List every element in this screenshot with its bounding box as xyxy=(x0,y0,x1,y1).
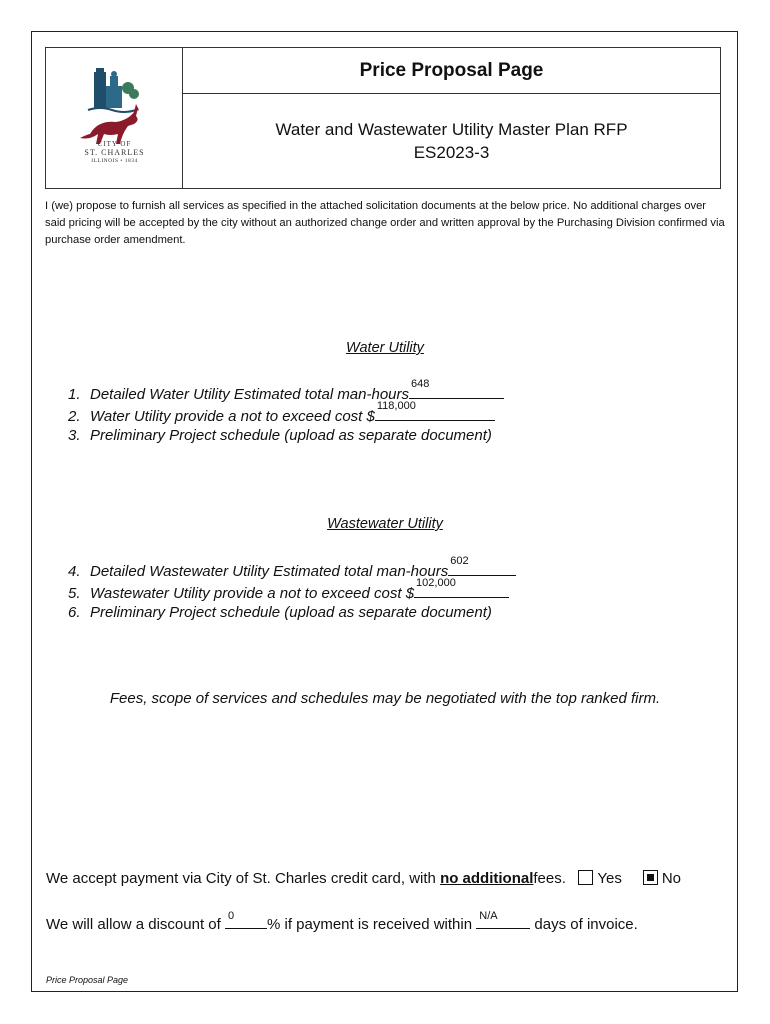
discount-middle: % if payment is received within xyxy=(266,916,473,933)
discount-percent-value: 0 xyxy=(227,910,235,922)
no-label: No xyxy=(661,870,682,887)
logo-cell xyxy=(46,48,183,188)
logo-city-name: ST. CHARLES xyxy=(84,148,145,157)
wastewater-cost-field[interactable] xyxy=(414,577,509,598)
no-checkbox[interactable] xyxy=(643,870,658,885)
yes-label: Yes xyxy=(597,870,622,887)
item-number: 3. xyxy=(68,427,81,444)
list-item xyxy=(68,400,495,425)
rfp-title: Water and Wastewater Utility Master Plan RFP xyxy=(275,120,628,139)
payment-line xyxy=(46,870,681,887)
logo-city-of: CITY OF xyxy=(97,140,132,148)
yes-checkbox[interactable] xyxy=(578,870,593,885)
wastewater-cost-value: 102,000 xyxy=(416,577,456,589)
item-number: 1. xyxy=(68,386,81,403)
item-text: Preliminary Project schedule (upload as separate document) xyxy=(90,427,492,444)
wastewater-utility-heading: Wastewater Utility xyxy=(327,516,443,532)
discount-suffix: days of invoice. xyxy=(534,916,638,933)
header-table xyxy=(45,47,721,189)
item-number: 2. xyxy=(68,408,81,425)
item-text: Preliminary Project schedule (upload as separate document) xyxy=(90,604,492,621)
discount-line xyxy=(46,910,638,933)
wastewater-man-hours-value: 602 xyxy=(450,555,469,567)
title-row xyxy=(183,48,720,94)
rfp-number: ES2023-3 xyxy=(413,143,490,162)
discount-days-value: N/A xyxy=(479,910,498,922)
item-number: 6. xyxy=(68,604,81,621)
discount-percent-field[interactable] xyxy=(225,910,267,929)
list-item xyxy=(68,604,492,621)
item-number: 5. xyxy=(68,585,81,602)
subtitle-row xyxy=(183,94,720,188)
water-cost-field[interactable] xyxy=(375,400,495,421)
list-item xyxy=(68,577,509,602)
water-man-hours-value: 648 xyxy=(411,378,430,390)
list-item xyxy=(68,378,504,403)
item-text: Detailed Wastewater Utility Estimated total man-hours xyxy=(90,563,449,580)
list-item xyxy=(68,427,492,444)
logo-state-year: ILLINOIS • 1834 xyxy=(91,158,138,164)
item-text: Water Utility provide a not to exceed cost $ xyxy=(90,408,375,425)
item-text: Wastewater Utility provide a not to exceed cost $ xyxy=(90,585,415,602)
page-title: Price Proposal Page xyxy=(359,59,544,81)
discount-days-field[interactable] xyxy=(476,910,530,929)
payment-emphasis: no additional xyxy=(440,870,534,887)
fees-note: Fees, scope of services and schedules may be negotiated with the top ranked firm. xyxy=(109,690,661,707)
footer-label: Price Proposal Page xyxy=(46,975,129,985)
water-man-hours-field[interactable] xyxy=(409,378,504,399)
payment-suffix: fees. xyxy=(533,870,566,887)
water-utility-heading: Water Utility xyxy=(346,340,424,356)
water-cost-value: 118,000 xyxy=(376,400,416,412)
discount-prefix: We will allow a discount of xyxy=(46,916,221,933)
wastewater-man-hours-field[interactable] xyxy=(448,555,516,576)
intro-paragraph: I (we) propose to furnish all services as specified in the attached solicitation documents at the below price. No additional charges over said pricing will be accepted by the city without an authorized change order and written approval by the Purchasing Division confirmed via purchase order amendment. xyxy=(45,200,725,246)
item-number: 4. xyxy=(68,563,81,580)
payment-prefix: We accept payment via City of St. Charles credit card, with xyxy=(46,870,436,887)
item-text: Detailed Water Utility Estimated total man-hours xyxy=(90,386,410,403)
